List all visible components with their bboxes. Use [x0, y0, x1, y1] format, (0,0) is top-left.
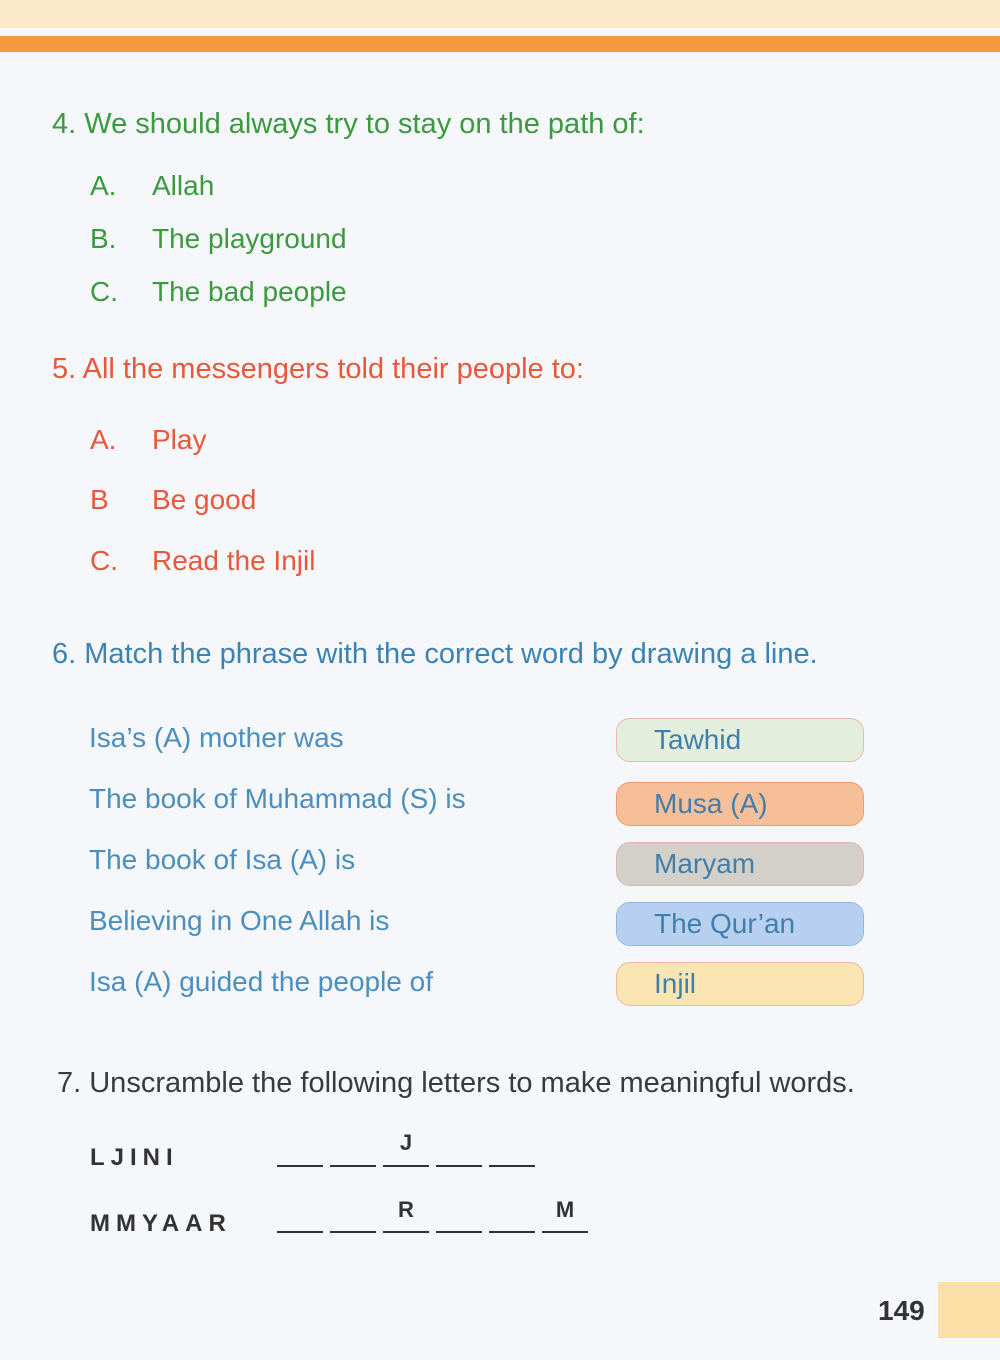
option-letter: A.	[90, 424, 117, 455]
answer-blank[interactable]	[383, 1231, 429, 1233]
match-word-pill: Maryam	[616, 842, 864, 886]
top-band	[0, 0, 1000, 28]
match-phrase: Isa (A) guided the people of	[89, 966, 434, 997]
answer-blank[interactable]	[383, 1165, 429, 1167]
match-phrase: The book of Isa (A) is	[89, 844, 356, 875]
page-number-tab	[938, 1282, 1000, 1338]
option-text: The playground	[152, 223, 347, 254]
match-phrase: Believing in One Allah is	[89, 905, 390, 936]
match-word-pill: Tawhid	[616, 718, 864, 762]
answer-blank[interactable]	[277, 1165, 323, 1167]
answer-blank[interactable]	[330, 1231, 376, 1233]
option-text: Allah	[152, 170, 215, 201]
blank-letter: J	[399, 1130, 413, 1155]
match-phrase: Isa’s (A) mother was	[89, 722, 344, 753]
match-phrase: The book of Muhammad (S) is	[89, 783, 466, 814]
answer-blank[interactable]	[489, 1231, 535, 1233]
option-text: Be good	[152, 484, 257, 515]
answer-blank[interactable]	[489, 1165, 535, 1167]
scrambled-word: LJINI	[90, 1144, 179, 1171]
option-text: Read the Injil	[152, 545, 316, 576]
match-word-pill: Musa (A)	[616, 782, 864, 826]
question-6: 6. Match the phrase with the correct word by drawing a line.	[52, 638, 818, 670]
answer-blank[interactable]	[436, 1231, 482, 1233]
option-letter: C.	[90, 276, 118, 307]
match-word-pill: Injil	[616, 962, 864, 1006]
scrambled-word: MMYAAR	[90, 1210, 232, 1237]
question-5: 5. All the messengers told their people to:	[52, 353, 584, 385]
match-word-pill: The Qur’an	[616, 902, 864, 946]
top-orange-stripe	[0, 36, 1000, 52]
answer-blank[interactable]	[330, 1165, 376, 1167]
question-7: 7. Unscramble the following letters to make meaningful words.	[57, 1067, 855, 1099]
option-text: The bad people	[152, 276, 347, 307]
option-letter: C.	[90, 545, 118, 576]
answer-blank[interactable]	[277, 1231, 323, 1233]
option-text: Play	[152, 424, 207, 455]
blank-letter: R	[398, 1197, 414, 1222]
blank-letter: M	[555, 1197, 575, 1222]
answer-blank[interactable]	[436, 1165, 482, 1167]
page-number: 149	[878, 1295, 925, 1326]
option-letter: A.	[90, 170, 117, 201]
option-letter: B.	[90, 223, 117, 254]
question-4: 4. We should always try to stay on the path of:	[52, 108, 645, 140]
option-letter: B	[90, 484, 109, 515]
answer-blank[interactable]	[542, 1231, 588, 1233]
